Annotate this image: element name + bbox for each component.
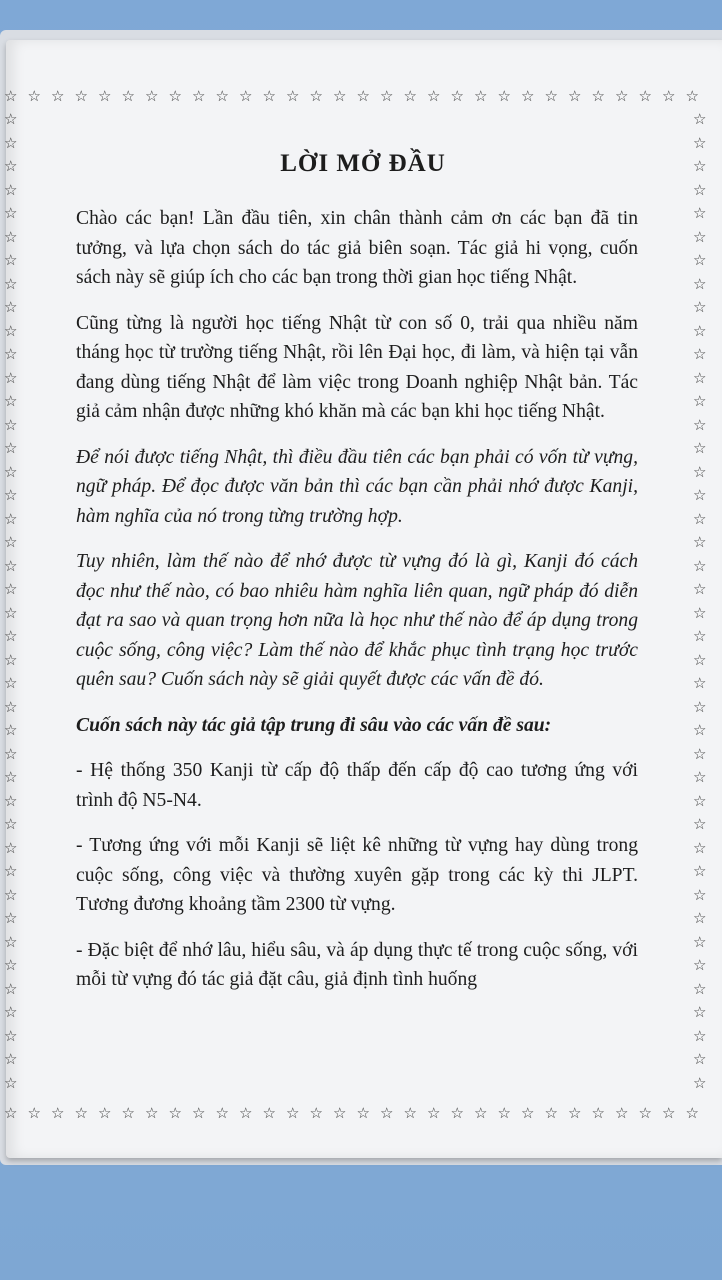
star-border-icon: ☆ — [4, 697, 18, 716]
star-border-icon: ☆ — [403, 87, 417, 105]
star-border-icon: ☆ — [4, 650, 18, 669]
star-border-icon: ☆ — [693, 415, 707, 434]
star-border-icon: ☆ — [497, 1104, 511, 1122]
list-item-kanji: - Hệ thống 350 Kanji từ cấp độ thấp đến cấp độ cao tương ứng với trình độ N5-N4. — [76, 760, 638, 811]
star-border-icon: ☆ — [568, 87, 582, 105]
star-border-icon: ☆ — [98, 1104, 112, 1122]
star-border-icon: ☆ — [4, 345, 18, 363]
star-border-icon: ☆ — [693, 603, 707, 622]
star-border-icon: ☆ — [693, 157, 707, 175]
star-border-icon: ☆ — [27, 87, 41, 105]
star-border-icon: ☆ — [544, 87, 558, 105]
star-border-icon: ☆ — [662, 87, 676, 105]
star-border-icon: ☆ — [4, 1003, 18, 1021]
star-border-icon: ☆ — [693, 909, 707, 927]
star-border-icon: ☆ — [4, 298, 18, 316]
star-border-icon: ☆ — [693, 768, 707, 786]
star-border-icon: ☆ — [474, 1104, 488, 1122]
star-border-icon: ☆ — [192, 1104, 206, 1122]
star-border-icon: ☆ — [693, 486, 707, 504]
star-border-icon: ☆ — [4, 392, 18, 410]
star-border-icon: ☆ — [239, 87, 253, 105]
star-border-icon: ☆ — [693, 133, 707, 152]
star-border-icon: ☆ — [693, 932, 707, 951]
star-border-icon: ☆ — [615, 87, 629, 105]
star-border-icon: ☆ — [333, 1104, 347, 1122]
star-border-icon: ☆ — [693, 862, 707, 880]
star-border-icon: ☆ — [4, 580, 18, 598]
star-border-icon: ☆ — [693, 298, 707, 316]
star-border-icon: ☆ — [4, 368, 18, 387]
paragraph-intro: Chào các bạn! Lần đầu tiên, xin chân thành cảm ơn các bạn đã tin tưởng, và lựa chọn sách do tác giả biên soạn. Tác giả hi vọng, cuốn sách này sẽ giúp ích cho các bạn trong thời gian học tiếng Nhật. — [76, 208, 638, 288]
star-border-icon: ☆ — [74, 87, 88, 105]
star-border-icon: ☆ — [4, 321, 18, 340]
star-border-icon: ☆ — [145, 87, 159, 105]
star-border-icon: ☆ — [4, 180, 18, 199]
star-border-icon: ☆ — [4, 791, 18, 810]
star-border-icon: ☆ — [693, 204, 707, 222]
star-border-icon: ☆ — [309, 87, 323, 105]
star-border-icon: ☆ — [4, 227, 18, 246]
star-border-icon: ☆ — [4, 157, 18, 175]
star-border-icon: ☆ — [693, 838, 707, 857]
star-border-icon: ☆ — [4, 462, 18, 481]
star-border-icon: ☆ — [693, 1003, 707, 1021]
paragraph-experience: Cũng từng là người học tiếng Nhật từ con số 0, trải qua nhiều năm tháng học từ trường tiếng Nhật, rồi lên Đại học, đi làm, và hiện tại vẫn đang dùng tiếng Nhật để làm việc trong Doanh nghiệp Nhật bản. Tác giả cảm nhận được những khó khăn mà các bạn khi học tiếng Nhật. — [76, 312, 638, 422]
star-border-icon: ☆ — [98, 87, 112, 105]
star-border-icon: ☆ — [693, 251, 707, 269]
star-border-icon: ☆ — [521, 87, 535, 105]
star-border-icon: ☆ — [215, 87, 229, 105]
star-border-icon: ☆ — [521, 1104, 535, 1122]
star-border-icon: ☆ — [474, 87, 488, 105]
star-border-icon: ☆ — [4, 721, 18, 739]
star-border-icon: ☆ — [333, 87, 347, 105]
star-border-icon: ☆ — [427, 87, 441, 105]
star-border-icon: ☆ — [638, 1104, 652, 1122]
star-border-icon: ☆ — [544, 1104, 558, 1122]
star-border-icon: ☆ — [4, 110, 18, 128]
star-border-icon: ☆ — [121, 87, 135, 105]
star-border-icon: ☆ — [168, 87, 182, 105]
star-border-icon: ☆ — [693, 815, 707, 833]
star-border-icon: ☆ — [693, 556, 707, 575]
star-border-icon: ☆ — [693, 321, 707, 340]
paragraph-questions: Tuy nhiên, làm thế nào để nhớ được từ vựng đó là gì, Kanji đó cách đọc như thế nào, có bao nhiêu hàm nghĩa liên quan, ngữ pháp đó diễn đạt ra sao và quan trọng hơn nữa là học như thế nào để áp dụng trong cuộc sống, công việc? Làm thế nào để khắc phục tình trạng học trước quên sau? Cuốn sách này sẽ giải quyết được các vấn đề đó. — [76, 551, 638, 690]
star-border-icon: ☆ — [4, 87, 18, 105]
star-border-icon: ☆ — [693, 533, 707, 551]
star-border-icon: ☆ — [215, 1104, 229, 1122]
star-border-icon: ☆ — [693, 368, 707, 387]
star-border-icon: ☆ — [4, 909, 18, 927]
star-border-icon: ☆ — [568, 1104, 582, 1122]
star-border-icon: ☆ — [693, 674, 707, 692]
star-border-icon: ☆ — [168, 1104, 182, 1122]
star-border-icon: ☆ — [4, 979, 18, 998]
star-border-icon: ☆ — [4, 627, 18, 645]
star-border-icon: ☆ — [693, 439, 707, 457]
star-border-icon: ☆ — [4, 1073, 18, 1092]
star-border-icon: ☆ — [693, 1026, 707, 1045]
star-border-icon: ☆ — [693, 791, 707, 810]
star-border-icon: ☆ — [4, 744, 18, 763]
page-content — [76, 150, 638, 1011]
star-border-icon: ☆ — [450, 1104, 464, 1122]
list-item-application: - Đặc biệt để nhớ lâu, hiểu sâu, và áp dụng thực tế trong cuộc sống, với mỗi từ vựng đó tác giả đặt câu, giả định tình huống — [76, 939, 638, 990]
list-item-vocabulary: - Tương ứng với mỗi Kanji sẽ liệt kê những từ vựng hay dùng trong cuộc sống, công việc và thường xuyên gặp trong các kỳ thi JLPT. Tương đương khoảng tầm 2300 từ vựng. — [76, 835, 638, 915]
star-border-icon: ☆ — [4, 1104, 18, 1122]
star-border-icon: ☆ — [4, 204, 18, 222]
star-border-icon: ☆ — [693, 180, 707, 199]
star-border-icon: ☆ — [4, 415, 18, 434]
star-border-icon: ☆ — [693, 697, 707, 716]
star-border-icon: ☆ — [4, 274, 18, 293]
star-border-icon: ☆ — [4, 815, 18, 833]
star-border-icon: ☆ — [4, 1050, 18, 1068]
star-border-icon: ☆ — [4, 674, 18, 692]
star-border-icon: ☆ — [192, 87, 206, 105]
star-border-icon: ☆ — [27, 1104, 41, 1122]
star-border-icon: ☆ — [685, 87, 699, 105]
star-border-icon: ☆ — [693, 650, 707, 669]
star-border-icon: ☆ — [51, 87, 65, 105]
star-border-icon: ☆ — [4, 885, 18, 904]
star-border-icon: ☆ — [4, 439, 18, 457]
star-border-icon: ☆ — [427, 1104, 441, 1122]
star-border-icon: ☆ — [356, 87, 370, 105]
star-border-icon: ☆ — [693, 392, 707, 410]
star-border-icon: ☆ — [450, 87, 464, 105]
star-border-icon: ☆ — [693, 227, 707, 246]
star-border-icon: ☆ — [685, 1104, 699, 1122]
star-border-icon: ☆ — [693, 274, 707, 293]
star-border-icon: ☆ — [309, 1104, 323, 1122]
star-border-icon: ☆ — [615, 1104, 629, 1122]
star-border-icon: ☆ — [262, 1104, 276, 1122]
star-border-icon: ☆ — [693, 1050, 707, 1068]
star-border-icon: ☆ — [262, 87, 276, 105]
star-border-icon: ☆ — [4, 133, 18, 152]
star-border-icon: ☆ — [239, 1104, 253, 1122]
star-border-icon: ☆ — [51, 1104, 65, 1122]
star-border-icon: ☆ — [4, 768, 18, 786]
star-border-icon: ☆ — [4, 251, 18, 269]
star-border-icon: ☆ — [4, 509, 18, 528]
star-border-icon: ☆ — [286, 87, 300, 105]
star-border-icon: ☆ — [638, 87, 652, 105]
star-border-icon: ☆ — [380, 1104, 394, 1122]
star-border-icon: ☆ — [4, 533, 18, 551]
star-border-icon: ☆ — [693, 744, 707, 763]
star-border-icon: ☆ — [145, 1104, 159, 1122]
star-border-icon: ☆ — [74, 1104, 88, 1122]
star-border-icon: ☆ — [4, 486, 18, 504]
star-border-icon: ☆ — [4, 556, 18, 575]
star-border-icon: ☆ — [693, 1073, 707, 1092]
star-border-icon: ☆ — [121, 1104, 135, 1122]
star-border-icon: ☆ — [286, 1104, 300, 1122]
paragraph-vocabulary: Để nói được tiếng Nhật, thì điều đầu tiên các bạn phải có vốn từ vựng, ngữ pháp. Để đọc được văn bản thì các bạn cần phải nhớ được Kanji, hàm nghĩa của nó trong từng trường hợp. — [76, 446, 638, 527]
star-border-icon: ☆ — [693, 979, 707, 998]
star-border-icon: ☆ — [693, 627, 707, 645]
star-border-icon: ☆ — [693, 462, 707, 481]
star-border-icon: ☆ — [693, 110, 707, 128]
star-border-icon: ☆ — [4, 603, 18, 622]
star-border-icon: ☆ — [662, 1104, 676, 1122]
star-border-icon: ☆ — [693, 345, 707, 363]
star-border-icon: ☆ — [356, 1104, 370, 1122]
star-border-icon: ☆ — [693, 956, 707, 974]
paragraph-focus-heading: Cuốn sách này tác giả tập trung đi sâu vào các vấn đề sau: — [76, 714, 552, 736]
star-border-icon: ☆ — [591, 1104, 605, 1122]
star-border-icon: ☆ — [4, 1026, 18, 1045]
star-border-icon: ☆ — [4, 838, 18, 857]
star-border-icon: ☆ — [4, 862, 18, 880]
star-border-icon: ☆ — [693, 885, 707, 904]
star-border-icon: ☆ — [693, 580, 707, 598]
star-border-icon: ☆ — [380, 87, 394, 105]
star-border-icon: ☆ — [403, 1104, 417, 1122]
star-border-icon: ☆ — [591, 87, 605, 105]
page-title: LỜI MỞ ĐẦU — [280, 150, 446, 177]
star-border-icon: ☆ — [4, 932, 18, 951]
star-border-icon: ☆ — [4, 956, 18, 974]
star-border-icon: ☆ — [497, 87, 511, 105]
star-border-icon: ☆ — [693, 509, 707, 528]
star-border-icon: ☆ — [693, 721, 707, 739]
